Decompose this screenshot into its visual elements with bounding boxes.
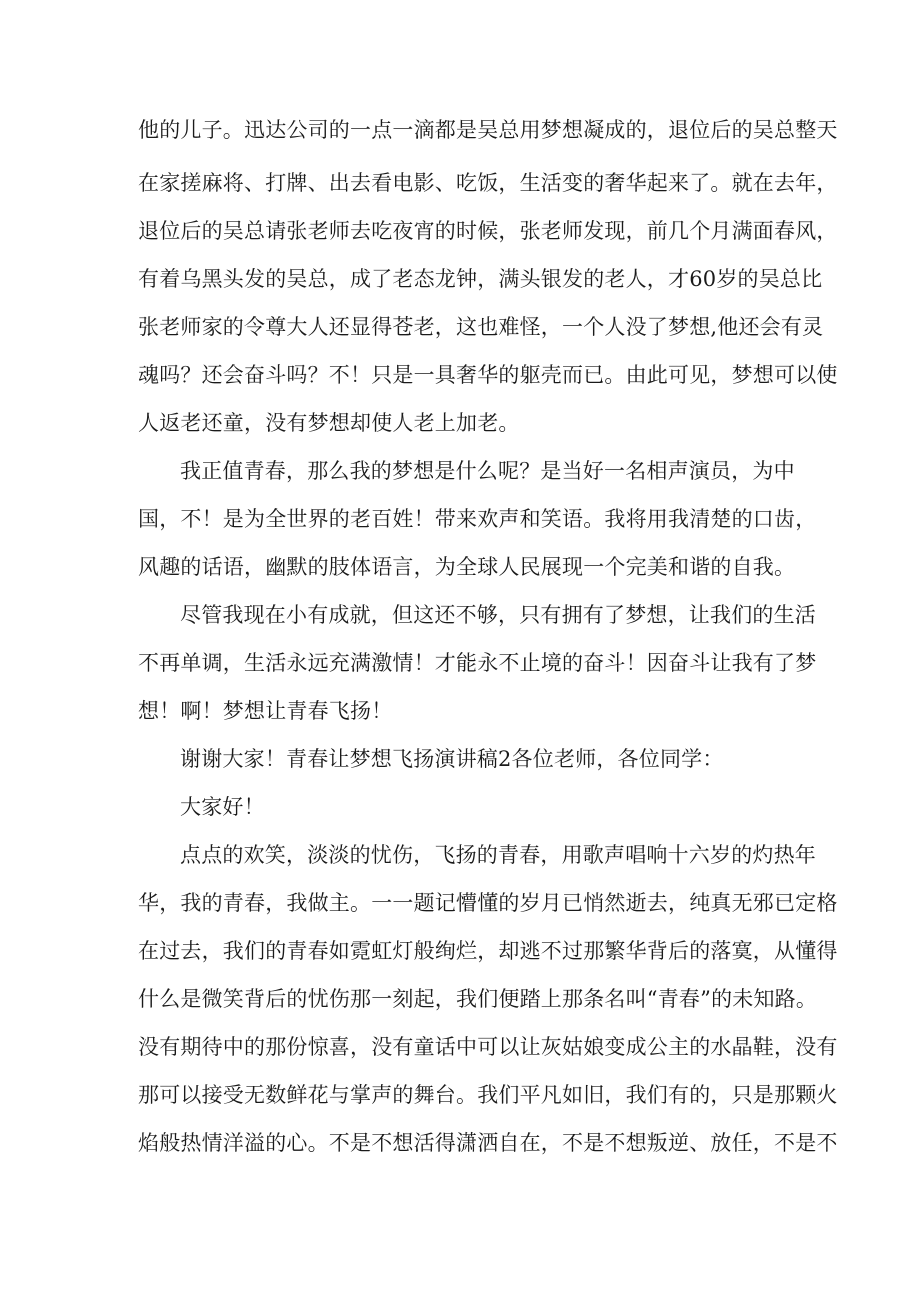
text-line: 不再单调，生活永远充满激情！才能永不止境的奋斗！因奋斗让我有了梦: [138, 651, 817, 675]
text-line: 退位后的吴总请张老师去吃夜宵的时候，张老师发现，前几个月满面春风，: [138, 219, 838, 243]
text-line: 风趣的话语，幽默的肢体语言，为全球人民展现一个完美和谐的自我。: [138, 555, 796, 579]
paragraph-first-line: 点点的欢笑，淡淡的忧伤，飞扬的青春，用歌声唱响十六岁的灼热年: [180, 843, 816, 867]
text-line: 有着乌黑头发的吴总，成了老态龙钟，满头银发的老人，才60岁的吴总比: [138, 267, 823, 291]
text-line: 张老师家的令尊大人还显得苍老，这也难怪，一个人没了梦想,他还会有灵: [138, 315, 824, 339]
paragraph-first-line: 我正值青春，那么我的梦想是什么呢？是当好一名相声演员，为中: [180, 459, 795, 483]
paragraph-first-line: 大家好！: [180, 795, 265, 819]
text-line: 想！啊！梦想让青春飞扬！: [138, 699, 393, 723]
paragraph-first-line: 谢谢大家！青春让梦想飞扬演讲稿2各位老师，各位同学：: [180, 747, 724, 771]
text-line: 什么是微笑背后的忧伤那一刻起，我们便踏上那条名叫“青春”的未知路。: [138, 987, 818, 1011]
text-line: 华，我的青春，我做主。一一题记懵懂的岁月已悄然逝去，纯真无邪已定格: [138, 891, 838, 915]
text-line: 他的儿子。迅达公司的一点一滴都是吴总用梦想凝成的，退位后的吴总整天: [138, 118, 838, 142]
text-line: 魂吗？还会奋斗吗？不！只是一具奢华的躯壳而已。由此可见，梦想可以使: [138, 363, 838, 387]
text-line: 那可以接受无数鲜花与掌声的舞台。我们平凡如旧，我们有的，只是那颗火: [138, 1083, 838, 1107]
paragraph-first-line: 尽管我现在小有成就，但这还不够，只有拥有了梦想，让我们的生活: [180, 603, 816, 627]
text-line: 焰般热情洋溢的心。不是不想活得潇洒自在，不是不想叛逆、放任，不是不: [138, 1131, 838, 1155]
text-line: 在过去，我们的青春如霓虹灯般绚烂，却逃不过那繁华背后的落寞，从懂得: [138, 939, 838, 963]
text-line: 国，不！是为全世界的老百姓！带来欢声和笑语。我将用我清楚的口齿，: [138, 507, 817, 531]
text-line: 没有期待中的那份惊喜，没有童话中可以让灰姑娘变成公主的水晶鞋，没有: [138, 1035, 838, 1059]
text-line: 在家搓麻将、打牌、出去看电影、吃饭，生活变的奢华起来了。就在去年，: [138, 171, 838, 195]
text-line: 人返老还童，没有梦想却使人老上加老。: [138, 411, 520, 435]
